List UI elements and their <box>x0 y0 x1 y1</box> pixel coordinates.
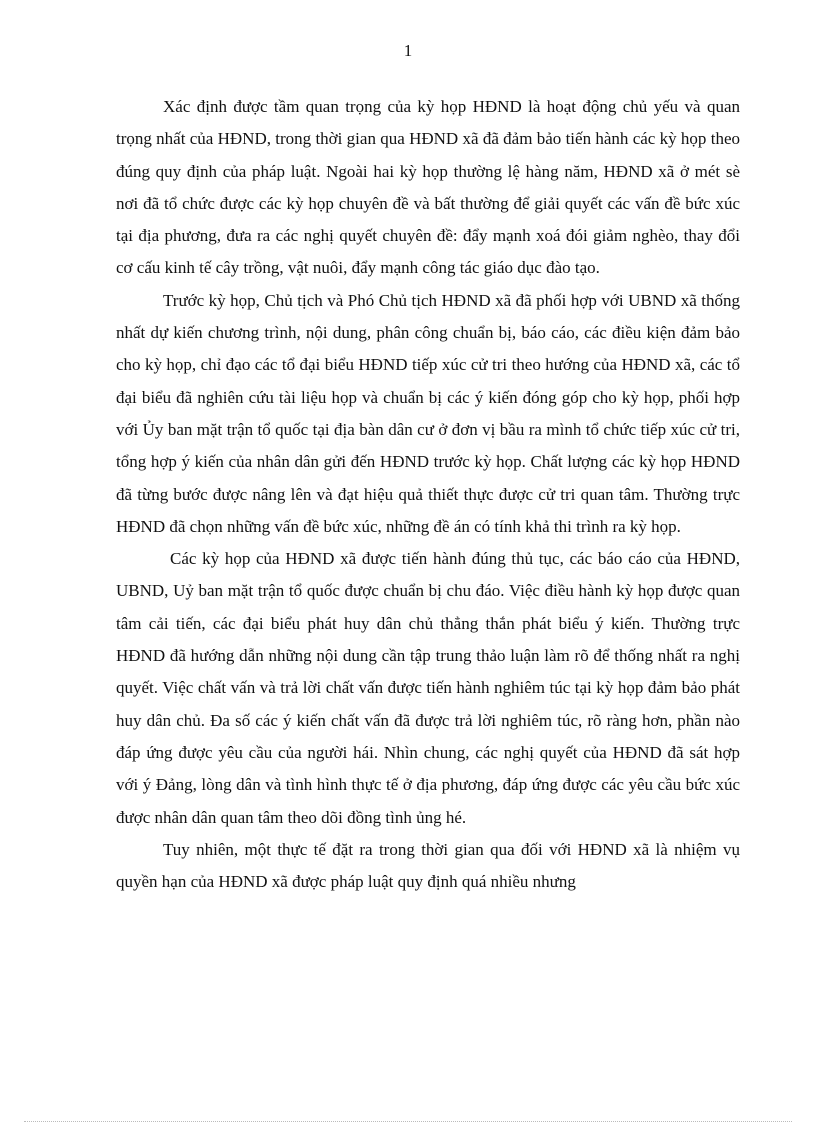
paragraph: Xác định được tầm quan trọng của kỳ họp HĐND là hoạt động chủ yếu và quan trọng nhất của HĐND, trong thời gian qua HĐND xã đã đảm bảo tiến hành các kỳ họp theo đúng quy định của pháp luật. Ngoài hai kỳ họp thường lệ hàng năm, HĐND xã ở mét sè nơi đã tổ chức được các kỳ họp chuyên đề và bất thường để giải quyết các vấn đề bức xúc tại địa phương, đưa ra các nghị quyết chuyên đề: đẩy mạnh xoá đói giảm nghèo, thay đổi cơ cấu kinh tế cây trồng, vật nuôi, đẩy mạnh công tác giáo dục đào tạo. <box>116 97 740 278</box>
page-number: 1 <box>403 41 413 60</box>
paragraph: Trước kỳ họp, Chủ tịch và Phó Chủ tịch HĐND xã đã phối hợp với UBND xã thống nhất dự kiến chương trình, nội dung, phân công chuẩn bị, báo cáo, các điều kiện đảm bảo cho kỳ họp, chỉ đạo các tổ đại biểu HĐND tiếp xúc cử tri theo hướng của HĐND xã, các tổ đại biểu đã nghiên cứu tài liệu họp và chuẩn bị các ý kiến đóng góp cho kỳ họp, phối hợp với Ủy ban mặt trận tổ quốc tại địa bàn dân cư ở đơn vị bầu ra mình tổ chức tiếp xúc cử tri, tổng hợp ý kiến của nhân dân gửi đến HĐND trước kỳ họp. Chất lượng các kỳ họp HĐND đã từng bước được nâng lên và đạt hiệu quả thiết thực được cử tri quan tâm. Thường trực HĐND đã chọn những vấn đề bức xúc, những đề án có tính khả thi trình ra kỳ họp. <box>116 290 740 536</box>
page-bottom-border <box>24 1121 792 1122</box>
paragraph: Các kỳ họp của HĐND xã được tiến hành đúng thủ tục, các báo cáo của HĐND, UBND, Uỷ ban mặt trận tổ quốc được chuẩn bị chu đáo. Việc điều hành kỳ họp được quan tâm cải tiến, các đại biểu phát huy dân chủ thẳng thắn phát biểu ý kiến. Thường trực HĐND đã hướng dẫn những nội dung cần tập trung thảo luận làm rõ để thống nhất ra nghị quyết. Việc chất vấn và trả lời chất vấn được tiến hành nghiêm túc tại kỳ họp đảm bảo phát huy dân chủ. Đa số các ý kiến chất vấn đã được trả lời nghiêm túc, rõ ràng hơn, phần nào đáp ứng được yêu cầu của người hái. Nhìn chung, các nghị quyết của HĐND đã sát hợp với ý Đảng, lòng dân và tình hình thực tế ở địa phương, đáp ứng được các yêu cầu bức xúc được nhân dân quan tâm theo dõi đồng tình ủng hé. <box>116 549 740 827</box>
paragraph: Tuy nhiên, một thực tế đặt ra trong thời gian qua đối với HĐND xã là nhiệm vụ quyền hạn của HĐND xã được pháp luật quy định quá nhiều nhưng <box>116 839 740 892</box>
document-body <box>116 91 740 898</box>
